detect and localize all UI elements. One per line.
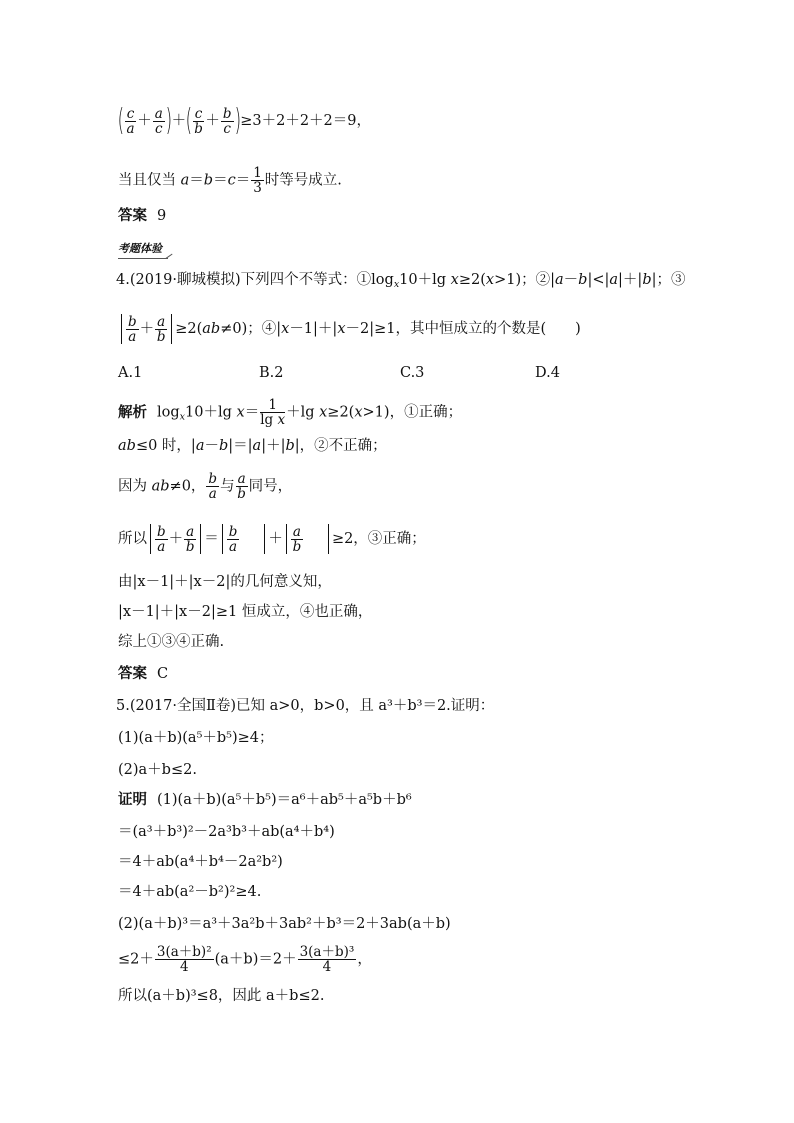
- q4-solution-line-1: 解析 $\log_x10+\lg$ x＝ $\frac{1}{\text{lg x}}$ ＋lg x≥2(x>1)，①正确；: [118, 397, 463, 428]
- option-b: B.2: [259, 365, 284, 381]
- q4-solution-line-5: 由|x－1|＋|x－2|的几何意义知，: [118, 574, 332, 590]
- top-inequality-line: ( $\frac{c}{a}$ ＋ $\frac{a}{c}$ )＋( $\frac{c}{b}$ ＋ $\frac{b}{c}$ )≥3＋2＋2＋2＝9，: [117, 103, 371, 138]
- option-d: D.4: [535, 365, 560, 381]
- q5-proof-line-3: ＝4＋ab(a⁴＋b⁴－2a²b²): [118, 854, 283, 870]
- q5-proof-line-1: 证明 (1)(a＋b)(a⁵＋b⁵)＝a⁶＋ab⁵＋a⁵b＋b⁶: [118, 792, 412, 808]
- q4-solution-line-4: 所以 $\frac{b}{a}$ ＋ $\frac{a}{b}$ ＝ $\frac{b}{a}$ ＋ $\frac{a}{b}$ ≥2，③正确；: [118, 523, 426, 555]
- q4-solution-line-6: |x－1|＋|x－2|≥1 恒成立，④也正确，: [118, 604, 373, 620]
- q5-proof-line-2: ＝(a³＋b³)²－2a³b³＋ab(a⁴＋b⁴): [118, 824, 335, 840]
- section-tag: 考题体验: [118, 240, 168, 259]
- q4-solution-line-3: 因为 ab≠0， $\frac{b}{a}$ 与 $\frac{a}{b}$ 同号，: [118, 471, 293, 502]
- answer-label: 答案: [118, 666, 147, 682]
- q5-proof-line-6: ≤2＋ $\frac{\text{3(a＋b)²}}{4}$ (a＋b)＝2＋ $\frac{\text{3(a＋b)³}}{4}$ ，: [118, 944, 372, 975]
- q4-stem-line-2: $\frac{b}{a}$ ＋ $\frac{a}{b}$ ≥2(ab≠0)；④|x－1|＋|x－2|≥1，其中恒成立的个数是( ): [118, 314, 581, 344]
- answer-value: C: [157, 666, 169, 682]
- equality-condition-line: 当且仅当 a＝b＝c＝ $\frac{1}{3}$ 时等号成立.: [118, 165, 342, 196]
- q4-solution-line-7: 综上①③④正确.: [118, 634, 225, 650]
- q5-stem: 5.(2017·全国Ⅱ卷)已知 a>0，b>0，且 a³＋b³＝2.证明：: [116, 698, 495, 714]
- q5-proof-line-7: 所以(a＋b)³≤8，因此 a＋b≤2.: [118, 988, 325, 1004]
- q5-proof-line-4: ＝4＋ab(a²－b²)²≥4.: [118, 884, 262, 900]
- q5-part-1: (1)(a＋b)(a⁵＋b⁵)≥4；: [118, 730, 274, 746]
- answer-line-2: [118, 664, 168, 684]
- answer-value: 9: [157, 208, 167, 224]
- option-c: C.3: [400, 365, 425, 381]
- solution-label: 解析: [118, 404, 147, 421]
- option-a: A.1: [118, 365, 143, 381]
- answer-line-1: [118, 206, 166, 226]
- q4-stem-line-1: 4.(2019·聊城模拟)下列四个不等式：$①\log_x10+\lg$ x≥2(x>1)；②|a－b|<|a|＋|b|；③: [116, 272, 686, 290]
- q4-solution-line-2: ab≤0 时，|a－b|＝|a|＋|b|，②不正确；: [118, 438, 387, 454]
- q5-proof-line-5: (2)(a＋b)³＝a³＋3a²b＋3ab²＋b³＝2＋3ab(a＋b): [118, 916, 451, 932]
- q5-part-2: (2)a＋b≤2.: [118, 762, 197, 778]
- proof-label: 证明: [118, 792, 147, 808]
- answer-label: 答案: [118, 208, 147, 224]
- inequality-result: ≥3＋2＋2＋2＝9，: [240, 113, 371, 129]
